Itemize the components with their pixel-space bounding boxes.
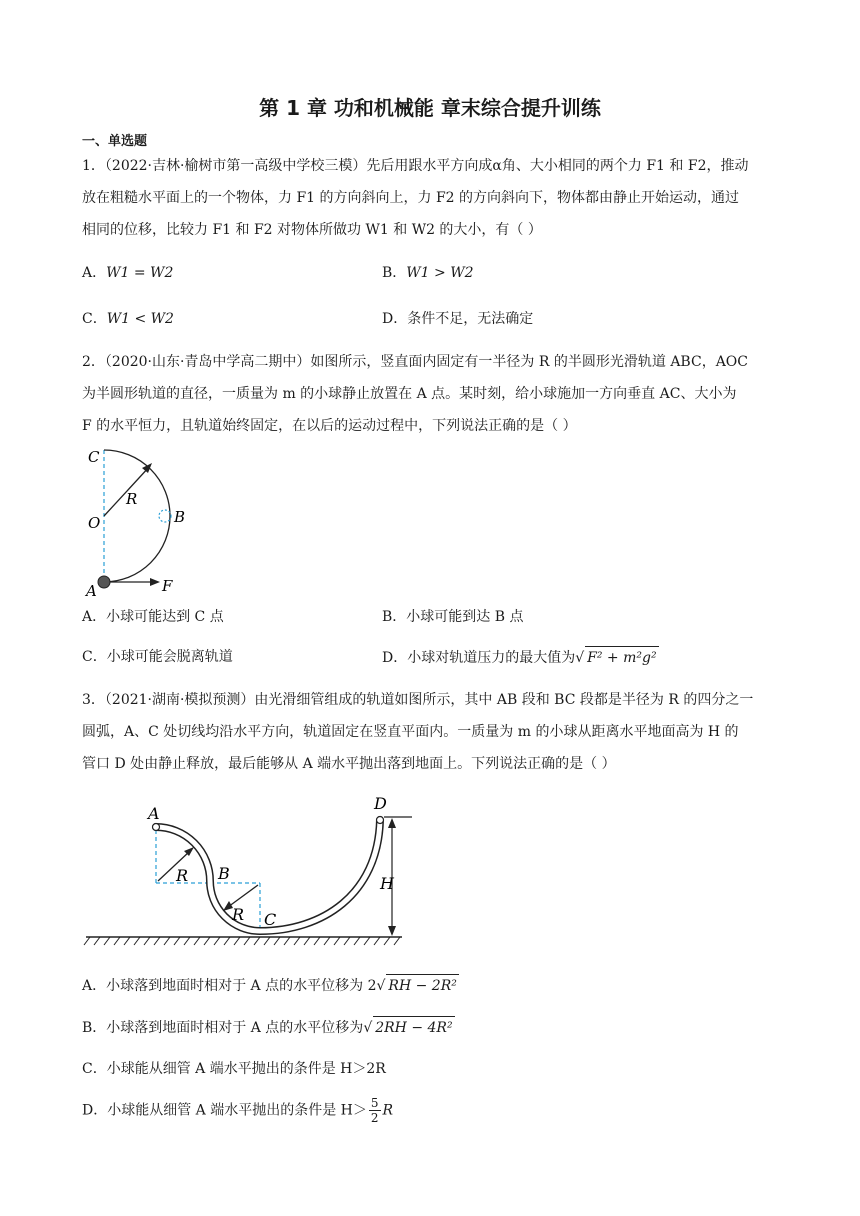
height-arrow-up bbox=[388, 818, 396, 828]
force-arrowhead bbox=[150, 578, 160, 586]
q3-option-d-prefix: D．小球能从细管 A 端水平抛出的条件是 H＞ bbox=[82, 1102, 367, 1119]
q1-line-2: 放在粗糙水平面上的一个物体，力 F1 的方向斜向上，力 F2 的方向斜向下，物体都由静止开始运动，通过 bbox=[82, 190, 740, 206]
q3-option-a-sqrt: RH − 2R² bbox=[386, 974, 458, 997]
q2-option-c[interactable]: C．小球可能会脱离轨道 bbox=[82, 649, 233, 665]
q3-option-a-prefix: A．小球落到地面时相对于 A 点的水平位移为 2 bbox=[82, 978, 377, 994]
q2-line-2: 为半圆形轨道的直径，一质量为 m 的小球静止放置在 A 点。某时刻，给小球施加一方向垂直 AC、大小为 bbox=[82, 386, 737, 402]
question-1 bbox=[82, 150, 782, 246]
radius-arrow-2 bbox=[228, 885, 258, 907]
height-arrow-down bbox=[388, 926, 396, 936]
label-d: D bbox=[374, 794, 387, 813]
tube-end-d bbox=[377, 817, 384, 824]
label-f: F bbox=[162, 577, 173, 595]
q3-line-1: 3．（2021·湖南·模拟预测）由光滑细管组成的轨道如图所示，其中 AB 段和 BC 段都是半径为 R 的四分之一 bbox=[82, 692, 754, 708]
label-r-1: R bbox=[176, 866, 189, 885]
q3-line-3: 管口 D 处由静止释放，最后能够从 A 端水平抛出落到地面上。下列说法正确的是（ ） bbox=[82, 756, 616, 772]
q1-option-a-text: W1 = W2 bbox=[106, 265, 174, 281]
q2-line-3: F 的水平恒力，且轨道始终固定，在以后的运动过程中，下列说法正确的是（ ） bbox=[82, 418, 577, 434]
label-r: R bbox=[126, 490, 138, 508]
ball-at-a bbox=[98, 576, 110, 588]
q3-option-b[interactable]: B．小球落到地面时相对于 A 点的水平位移为√ 2RH − 4R² bbox=[82, 1016, 455, 1039]
q3-option-b-prefix: B．小球落到地面时相对于 A 点的水平位移为 bbox=[82, 1020, 364, 1036]
q1-option-d-label: D． bbox=[382, 311, 408, 327]
q3-option-c[interactable]: C．小球能从细管 A 端水平抛出的条件是 H＞2R bbox=[82, 1061, 386, 1077]
q2-option-d-prefix: D．小球对轨道压力的最大值为 bbox=[382, 650, 576, 666]
q3-option-d[interactable] bbox=[82, 1096, 393, 1125]
tube-track-figure bbox=[82, 785, 412, 953]
semicircle-track-figure bbox=[80, 440, 210, 600]
q1-option-a[interactable] bbox=[82, 262, 173, 284]
q1-option-a-label: A． bbox=[82, 265, 107, 281]
label-b: B bbox=[174, 508, 186, 526]
fraction-numerator: 5 bbox=[370, 1096, 379, 1110]
q2-option-d[interactable]: D．小球对轨道压力的最大值为√ F² + m²g² bbox=[382, 646, 659, 669]
q2-option-a[interactable]: A．小球可能达到 C 点 bbox=[82, 609, 224, 625]
radius-arrowhead bbox=[142, 463, 152, 473]
label-h: H bbox=[380, 874, 394, 893]
fraction-denominator: 2 bbox=[370, 1111, 379, 1125]
ground-hatching bbox=[84, 937, 400, 945]
tube-end-a bbox=[153, 824, 160, 831]
ball-position-b bbox=[159, 510, 171, 522]
q1-option-d[interactable] bbox=[382, 308, 533, 330]
label-c: C bbox=[264, 910, 277, 929]
q1-option-b[interactable] bbox=[382, 262, 474, 284]
label-a: A bbox=[86, 582, 97, 600]
q1-option-d-text: 条件不足，无法确定 bbox=[407, 311, 534, 327]
q3-option-d-fraction bbox=[369, 1096, 381, 1125]
label-r-2: R bbox=[232, 905, 245, 924]
q2-option-d-sqrt: F² + m²g² bbox=[585, 646, 658, 669]
label-b: B bbox=[218, 864, 230, 883]
q1-option-b-text: W1 > W2 bbox=[406, 265, 474, 281]
semicircle-track-arc bbox=[104, 450, 170, 582]
q2-option-b[interactable]: B．小球可能到达 B 点 bbox=[382, 609, 524, 625]
q2-line-1: 2．（2020·山东·青岛中学高二期中）如图所示，竖直面内固定有一半径为 R 的半圆形光滑轨道 ABC，AOC bbox=[82, 354, 748, 370]
label-o: O bbox=[88, 514, 101, 532]
q3-option-b-sqrt: 2RH − 4R² bbox=[373, 1016, 454, 1039]
q3-line-2: 圆弧，A、C 处切线均沿水平方向，轨道固定在竖直平面内。一质量为 m 的小球从距离水平地面高为 H 的 bbox=[82, 724, 739, 740]
section-heading: 一、单选题 bbox=[82, 134, 148, 149]
q1-option-c[interactable] bbox=[82, 308, 174, 330]
q1-option-c-label: C． bbox=[82, 311, 107, 327]
q1-option-c-text: W1 < W2 bbox=[106, 311, 174, 327]
q3-option-d-suffix: R bbox=[382, 1102, 394, 1119]
label-a: A bbox=[148, 804, 160, 823]
q3-option-a[interactable]: A．小球落到地面时相对于 A 点的水平位移为 2√ RH − 2R² bbox=[82, 974, 459, 997]
q1-option-b-label: B． bbox=[382, 265, 407, 281]
label-c: C bbox=[88, 448, 100, 466]
q1-line-1: 1．（2022·吉林·榆树市第一高级中学校三模）先后用跟水平方向成α角、大小相同的两个力 F1 和 F2，推动 bbox=[82, 158, 749, 174]
question-2 bbox=[82, 346, 782, 442]
question-3 bbox=[82, 684, 782, 780]
page-title: 第 1 章 功和机械能 章末综合提升训练 bbox=[259, 96, 601, 120]
q1-line-3: 相同的位移，比较力 F1 和 F2 对物体所做功 W1 和 W2 的大小，有（ ） bbox=[82, 222, 542, 238]
